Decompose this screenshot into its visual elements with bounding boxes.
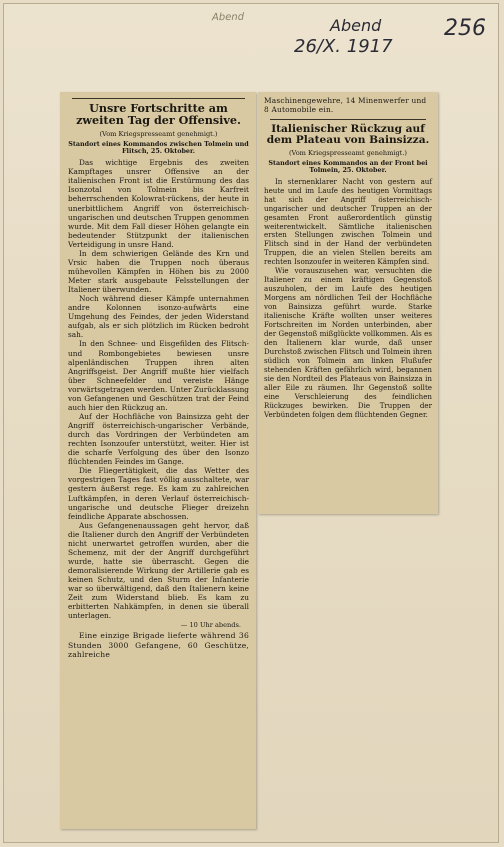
article-paragraph: In dem schwierigen Gelände des Krn und Vrsic haben die Truppen noch überaus mühevollen Kämpfen in Höhen bis zu 2000 Meter stark ausgebaute Felsstellungen der Italiener überwunden.: [68, 248, 249, 295]
article-source: (Vom Kriegspresseamt genehmigt.): [99, 129, 218, 138]
handwritten-edition: Abend: [330, 16, 382, 35]
article-signature: — 10 Uhr abends.: [180, 621, 241, 630]
article-closing: Eine einzige Brigade lieferte während 36 Stunden 3000 Gefangene, 60 Geschütze, zahlreiche: [68, 631, 249, 659]
handwritten-page-number: 256: [444, 16, 486, 41]
article-paragraph: In sternenklarer Nacht von gestern auf heute und im Laufe des heutigen Vormittags hat sich der Angriff österreichisch-ungarischer und deutscher Truppen an der gesamten Front außerordentlich günstig weiterentwickelt. Sämtliche italienischen ersten Stellungen zwischen Tolmein und Flitsch sind in der Hand der verbündeten Truppen, die an vielen Stellen bereits am rechten Isonzoufer in weiteren Kämpfen sind.: [264, 176, 432, 267]
article-headline: Italienischer Rückzug auf dem Plateau von Bainsizza.: [266, 122, 430, 146]
article-dateline: Standort eines Kommandos an der Front bei Tolmein, 25. Oktober.: [268, 159, 428, 175]
article-paragraph: Noch während dieser Kämpfe unternahmen andre Kolonnen isonzo-aufwärts eine Umgehung des Feindes, der jeden Widerstand aufgab, als er sich plötzlich im Rücken bedroht sah.: [68, 294, 249, 340]
article-continuation: Maschinengewehre, 14 Minenwerfer und 8 Automobile ein.: [264, 96, 427, 115]
newspaper-clipping-left: [60, 92, 256, 829]
newspaper-clipping-right: [258, 92, 438, 514]
divider-rule: [270, 119, 426, 120]
archive-stamp: Abend: [211, 11, 245, 24]
article-paragraph: Auf der Hochfläche von Bainsizza geht der Angriff österreichisch-ungarischer Verbände, durch das Vordringen der Verbündeten am rechten Isonzoufer unterstützt, weiter. Hier ist die scharfe Verfolgung des über den Isonzo flüchtenden Feindes im Gange.: [68, 411, 249, 467]
article-dateline: Standort eines Kommandos zwischen Tolmein und Flitsch, 25. Oktober.: [68, 139, 249, 155]
article-paragraph: Die Fliegertätigkeit, die das Wetter des vorgestrigen Tages fast völlig ausschaltete, war gestern äußerst rege. Es kam zu zahlreichen Luftkämpfen, in deren Verlauf österreichisch-ungarische und deutsche Flieger dreizehn feindliche Apparate abschossen.: [68, 466, 249, 521]
article-paragraph: Aus Gefangenenaussagen geht hervor, daß die Italiener durch den Angriff der Verbündeten nicht unerwartet getroffen wurden, aber die Schemenz, mit der der Angriff durchgeführt wurde, hatte sie überrascht. Gegen die demoralisierende Wirkung der Artillerie gab es keinen Schutz, und den Sturm der Infanterie war so überwältigend, daß den Italienern keine Zeit zum Widerstand blieb. Es kam zu erbitterten Nahkämpfen, in denen sie überall unterlagen.: [68, 520, 249, 621]
article-headline: Unsre Fortschritte am zweiten Tag der Offensive.: [76, 101, 241, 127]
article-paragraph: In den Schnee- und Eisgefilden des Flitsch- und Rombongebietes bewiesen unsre alpenländischen Truppen ihren alten Angriffsgeist. Der Angriff mußte hier vielfach über Schneefelder und vereiste Hänge vorwärtsgetragen werden. Unter Zurücklassung von Gefangenen und Geschützen trat der Feind auch hier den Rückzug an.: [68, 339, 249, 412]
handwritten-date: 26/X. 1917: [294, 36, 393, 57]
article-paragraph: Wie vorauszusehen war, versuchten die Italiener zu einem kräftigen Gegenstoß auszuholen, der im Laufe des heutigen Morgens am nördlichen Teil der Hochfläche von Bainsizza geführt wurde. Starke italienische Kräfte wollten unser weiteres Fortschreiten im Norden unterbinden, aber der Gegenstoß mißglückte vollkommen. Als es den Italienern klar wurde, daß unser Durchstoß zwischen Flitsch und Tolmein ihren südlich von Tolmein am linken Flußufer stehenden Kräften gefährlich wird, begannen sie den Nordteil des Plateaus von Bainsizza in aller Eile zu räumen. Ihr Gegenstoß sollte eine Verschleierung des feindlichen Rückzuges bewirken. Die Truppen der Verbündeten folgen dem flüchtenden Gegner.: [264, 266, 432, 419]
top-rule: [72, 98, 245, 99]
article-source: (Vom Kriegspresseamt genehmigt.): [288, 149, 408, 158]
article-paragraph: Das wichtige Ergebnis des zweiten Kampftages unsrer Offensive an der italienischen Front ist die Erstürmung des das Isonzotal von Tolmein bis Karfreit beherrschenden Kolowrat-rückens, der heute in unerbittlichem Angriff von österreichisch-ungarischen und deutschen Truppen genommen wurde. Mit dem Fall dieser Höhen gelangte ein bedeutender Stützpunkt der italienischen Verteidigung in unsre Hand.: [68, 158, 249, 249]
